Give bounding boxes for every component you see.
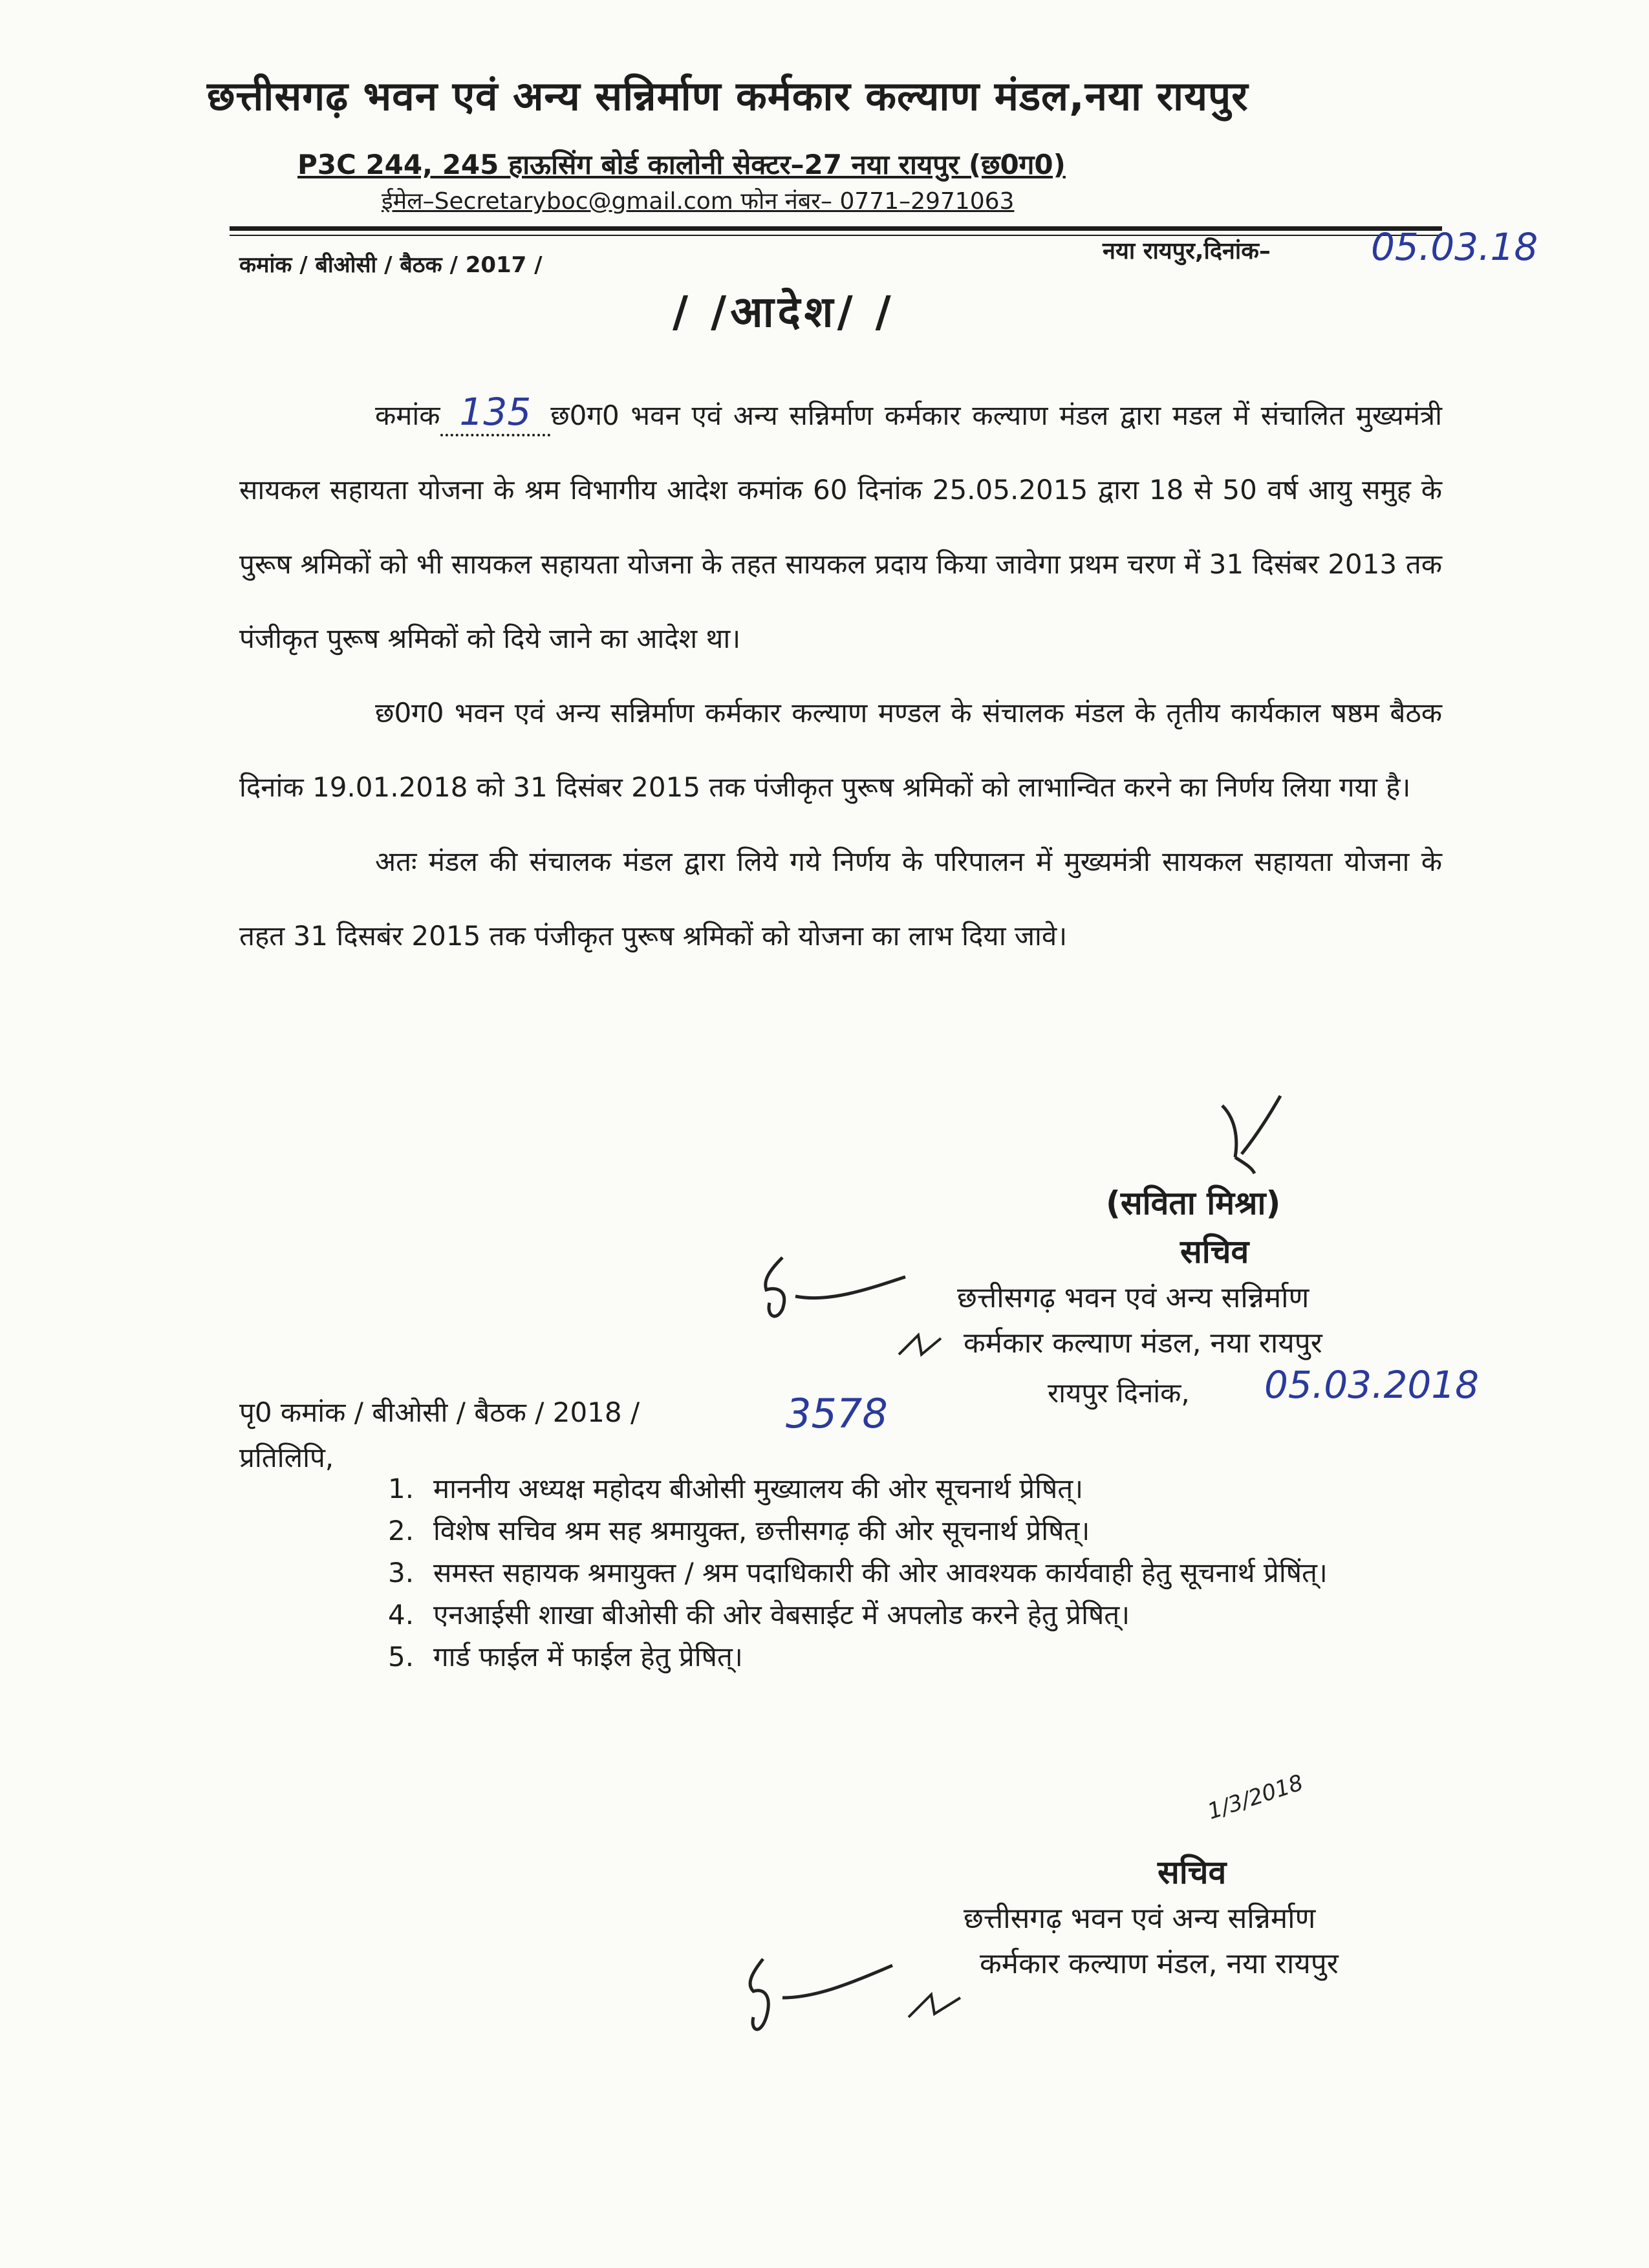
body-paragraph-1 — [239, 375, 1442, 676]
order-heading: / /आदेश/ / — [673, 287, 895, 337]
list-item — [388, 1636, 1487, 1678]
handwritten-initial-date: 1/3/2018 — [1204, 1770, 1307, 1825]
body-paragraph-1-text: छ0ग0 भवन एवं अन्य सन्निर्माण कर्मकार कल्याण मंडल द्वारा मडल में संचालित मुख्यमंत्री सायकल सहायता योजना के श्रम विभागीय आदेश कमांक 60 दिनांक 25.05.2015 द्वारा 18 से 50 वर्ष आयु समुह के पुरूष श्रमिकों को भी सायकल सहायता योजना के तहत सायकल प्रदाय किया जावेगा प्रथम चरण में 31 दिसंबर 2013 तक पंजीकृत पुरूष श्रमिकों को दिये जाने का आदेश था। — [239, 400, 1442, 654]
list-item-text: विशेष सचिव श्रम सह श्रमायुक्त, छत्तीसगढ़ की ओर सूचनार्थ प्रेषित्। — [433, 1515, 1090, 1546]
endorsement-reference: पृ0 कमांक / बीओसी / बैठक / 2018 / — [239, 1396, 640, 1428]
list-item-number: 2. — [388, 1515, 415, 1546]
letterhead-address: P3C 244, 245 हाऊसिंग बोर्ड कालोनी सेक्टर–27 नया रायपुर (छ0ग0) — [297, 149, 1066, 180]
signatory-name: (सविता मिश्रा) — [1106, 1184, 1281, 1222]
reference-number: कमांक / बीओसी / बैठक / 2017 / — [239, 252, 543, 278]
handwritten-order-number: 135 — [440, 390, 551, 436]
handwritten-date: 05.03.18 — [1371, 225, 1538, 269]
initials-mark — [905, 1985, 964, 2024]
body-paragraph-2: छ0ग0 भवन एवं अन्य सन्निर्माण कर्मकार कल्याण मण्डल के संचालक मंडल के तृतीय कार्यकाल षष्ठम बैठक दिनांक 19.01.2018 को 31 दिसंबर 2015 तक पंजीकृत पुरूष श्रमिकों को लाभान्वित करने का निर्णय लिया गया है। — [239, 697, 1442, 803]
initials-mark — [896, 1329, 947, 1361]
list-item-number: 1. — [388, 1473, 415, 1504]
list-item-number: 4. — [388, 1599, 415, 1631]
signature-mark — [1216, 1093, 1306, 1177]
body-paragraph-3: अतः मंडल की संचालक मंडल द्वारा लिये गये निर्णय के परिपालन में मुख्यमंत्री सायकल सहायता योजना के तहत 31 दिसबंर 2015 तक पंजीकृत पुरूष श्रमिकों को योजना का लाभ दिया जावे। — [239, 846, 1442, 952]
letterhead-title: छत्तीसगढ़ भवन एवं अन्य सन्निर्माण कर्मकार कल्याण मंडल,नया रायपुर — [207, 72, 1249, 120]
signatory2-org-line-2: कर्मकार कल्याण मंडल, नया रायपुर — [980, 1947, 1339, 1980]
handwritten-endorsement-date: 05.03.2018 — [1264, 1363, 1480, 1407]
list-item-number: 5. — [388, 1641, 415, 1673]
list-item-text: माननीय अध्यक्ष महोदय बीओसी मुख्यालय की ओर सूचनार्थ प्रेषित्। — [433, 1473, 1084, 1504]
list-item — [388, 1510, 1487, 1552]
list-item-number: 3. — [388, 1557, 415, 1589]
signatory-org-line-2: कर्मकार कल्याण मंडल, नया रायपुर — [964, 1327, 1322, 1360]
list-item-text: समस्त सहायक श्रमायुक्त / श्रम पदाधिकारी की ओर आवश्यक कार्यवाही हेतु सूचनार्थ प्रेषिंत्। — [433, 1557, 1328, 1589]
copy-list — [388, 1468, 1487, 1678]
letterhead-contact: ईमेल–Secretaryboc@gmail.com फोन नंबर– 0771–2971063 — [382, 188, 1015, 215]
endorsement-date-label: रायपुर दिनांक, — [1048, 1377, 1190, 1409]
list-item-text: गार्ड फाईल में फाईल हेतु प्रेषित्। — [433, 1641, 743, 1673]
letterhead-divider — [230, 226, 1442, 231]
signatory2-org-line-1: छत्तीसगढ़ भवन एवं अन्य सन्निर्माण — [964, 1902, 1316, 1935]
list-item-text: एनआईसी शाखा बीओसी की ओर वेबसाईट में अपलोड करने हेतु प्रेषित्। — [433, 1599, 1130, 1631]
place-date-label: नया रायपुर,दिनांक– — [1103, 238, 1271, 264]
order-number-prefix: कमांक — [375, 400, 440, 431]
signature — [757, 1251, 912, 1342]
list-item — [388, 1594, 1487, 1636]
list-item — [388, 1552, 1487, 1594]
signature — [737, 1946, 905, 2049]
copy-to-label: प्रतिलिपि, — [239, 1442, 334, 1473]
list-item — [388, 1468, 1487, 1510]
order-body — [239, 375, 1442, 973]
signatory-org-line-1: छत्तीसगढ़ भवन एवं अन्य सन्निर्माण — [957, 1281, 1310, 1314]
signatory-designation: सचिव — [1180, 1233, 1249, 1270]
signatory2-designation: सचिव — [1158, 1854, 1227, 1891]
handwritten-endorsement-number: 3578 — [786, 1390, 888, 1437]
